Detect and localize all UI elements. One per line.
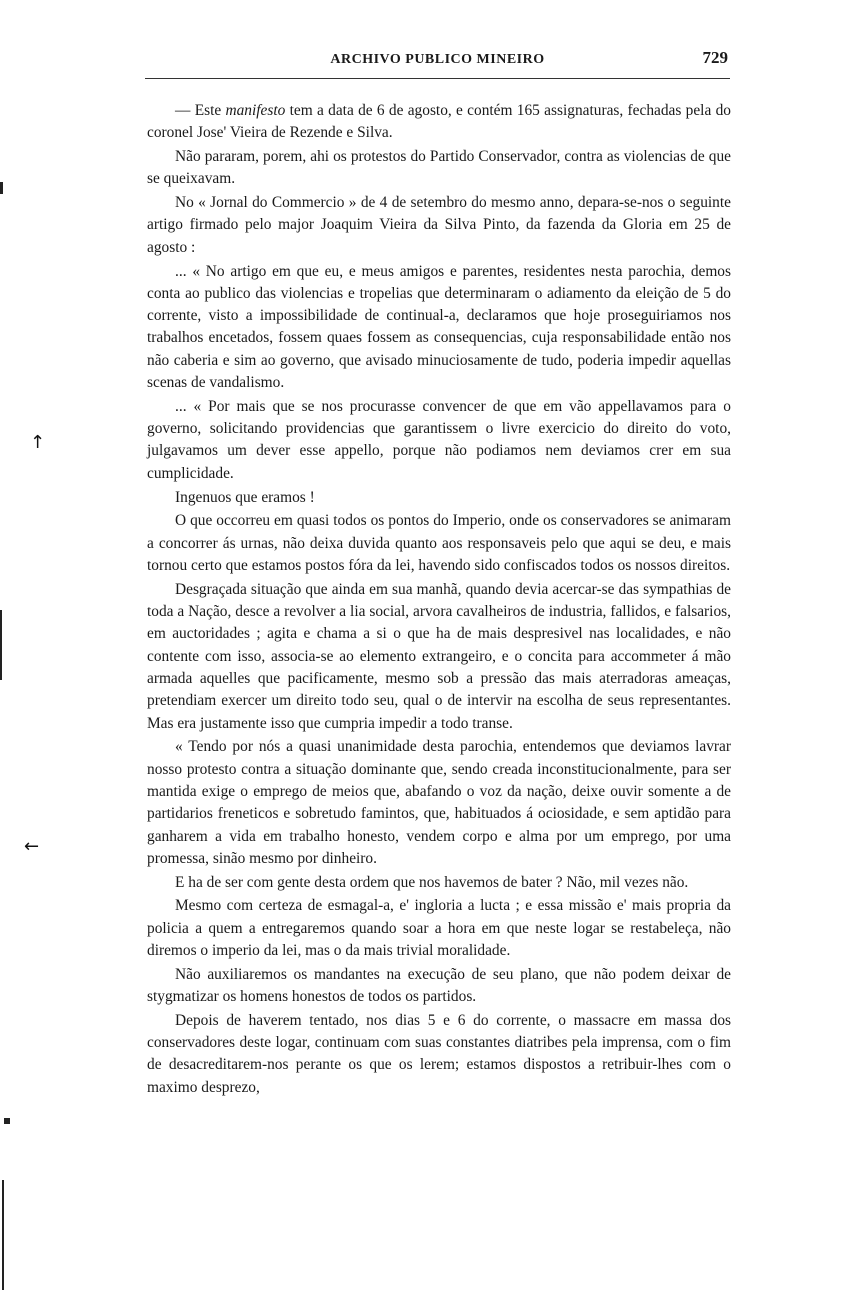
header-rule [145,78,730,79]
article-body [147,100,731,1101]
margin-mark [4,1118,10,1124]
paragraph: O que occorreu em quasi todos os pontos do Imperio, onde os conservadores se animaram a concorrer ás urnas, não deixa duvida quanto aos responsaveis pelo que aqui se deu, e mais tornou certo que estamos postos fóra da lei, havendo sido confiscados todos os nossos direitos. [147,512,731,574]
paragraph: Depois de haverem tentado, nos dias 5 e 6 do corrente, o massacre em massa dos conservadores deste logar, continuam com suas constantes diatribes pela imprensa, com o fim de desacreditarem-nos perante os que os lerem; estamos dispostos a retribuir-lhes com o maximo desprezo, [147,1011,731,1096]
paragraph: Não pararam, porem, ahi os protestos do Partido Conservador, contra as violencias de que se queixavam. [147,148,731,188]
margin-arrow-icon: ↑ [30,432,46,453]
paragraph: Ingenuos que eramos ! [175,488,315,506]
paragraph: Mesmo com certeza de esmagal-a, e' ingloria a lucta ; e essa missão e' mais propria da policia a quem a entregaremos quando soar a hora em que neste logar se restabeleça, não diremos o imperio da lei, mas o da mais trivial moralidade. [147,897,731,959]
paragraph: Desgraçada situação que ainda em sua manhã, quando devia acercar-se das sympathias de toda a Nação, desce a revolver a lia social, arvora cavalheiros de industria, fallidos, e falsarios, em auctoridades ; agita e chama a si o que ha de mais despresivel nas localidades, e não contente com isso, associa-se ao elemento extrangeiro, e o concita para accommeter á mão armada aquelles que pacificamente, mesmo sob a pressão das mais aterradoras ameaças, pretendiam exercer um direito todo seu, qual o de intervir na escolha de seus representantes. Mas era justamente isso que cumpria impedir a todo transe. [147,580,731,732]
paragraph: No « Jornal do Commercio » de 4 de setembro do mesmo anno, depara-se-nos o seguinte artigo firmado pelo major Joaquim Vieira da Silva Pinto, da fazenda da Gloria em 25 de agosto : [147,194,731,256]
running-title: ARCHIVO PUBLICO MINEIRO [330,52,545,67]
margin-mark [2,1180,4,1290]
paragraph-text: — Este [175,102,226,119]
paragraph: ... « No artigo em que eu, e meus amigos e parentes, residentes nesta parochia, demos conta ao publico das violencias e tropelias que determinaram o adiamento da eleição de 5 do corrente, visto a impossibilidade de continual-a, declaramos que hoje proseguiriamos nos trabalhos encetados, fossem quaes fossem as consequencias, cuja responsabilidade então nos não caberia e sim ao governo, que avisado minuciosamente de tudo, poderia impedir aquellas scenas de vandalismo. [147,262,731,392]
paragraph-text: tem a data de 6 de agosto, e contém 165 assignaturas, fechadas pela do coronel Jose' Vieira de Rezende e Silva. [147,102,731,142]
paragraph: Não auxiliaremos os mandantes na execução de seu plano, que não podem deixar de stygmatizar os homens honestos de todos os partidos. [147,965,731,1006]
margin-mark [0,182,3,194]
paragraph: ... « Por mais que se nos procurasse convencer de que em vão appellavamos para o governo, solicitando providencias que garantissem o livre exercicio do direito do voto, julgavamos um dever esse appello, porque não podiamos nem deviamos crer em sua cumplicidade. [147,397,731,482]
page-header [145,48,730,76]
paragraph: « Tendo por nós a quasi unanimidade desta parochia, entendemos que deviamos lavrar nosso protesto contra a situação dominante que, sendo creada inconstitucionalmente, para ser mantida exige o emprego de meios que, abafando o voz da nação, deixe ouvir somente a de partidarios freneticos e sobretudo famintos, que, habituados á ociosidade, e sem aptidão para ganharem a vida em trabalho honesto, vendem corpo e alma por um emprego, por uma promessa, sinão mesmo por dinheiro. [147,738,731,867]
paragraph: E ha de ser com gente desta ordem que nos havemos de bater ? Não, mil vezes não. [175,873,689,891]
emphasis-text: manifesto [225,102,286,119]
margin-mark [0,610,2,680]
page-number: 729 [702,48,728,67]
margin-arrow-icon: ← [24,836,40,857]
paragraph [147,100,731,145]
